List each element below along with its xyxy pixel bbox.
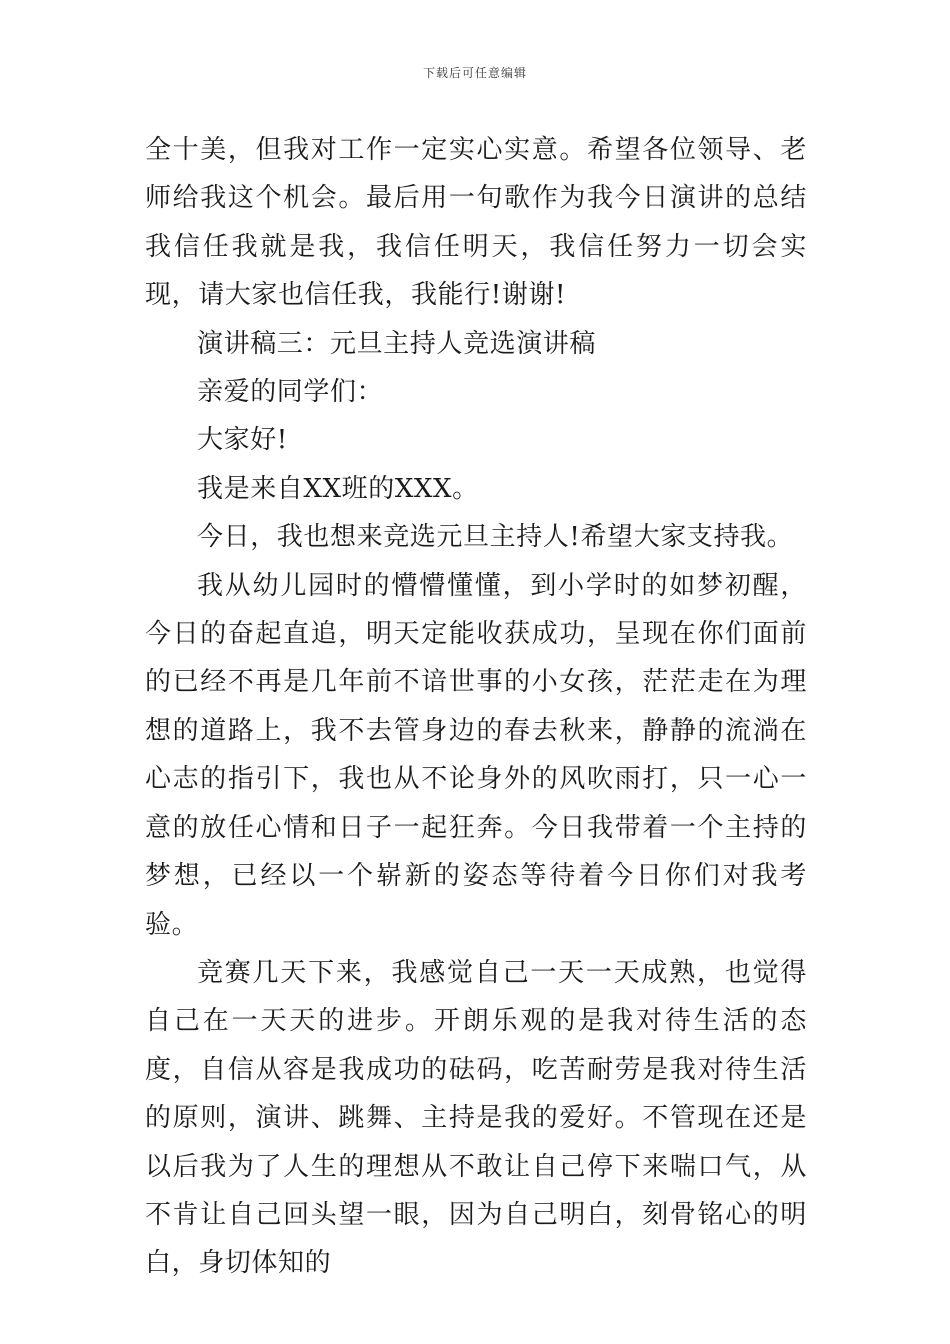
paragraph-intent: 今日，我也想来竞选元旦主持人!希望大家支持我。 bbox=[197, 522, 794, 553]
salutation: 亲爱的同学们： bbox=[197, 377, 384, 408]
paragraph-growth: 我从幼儿园时的懵懵懂懂，到小学时的如梦初醒，今日的奋起直追，明天定能收获成功，呈现在你们面前的已经不再是几年前不谙世事的小女孩，茫茫走在为理想的道路上，我不去管身边的春去秋来，静静的流淌在心志的指引下，我也从不论身外的风吹雨打，只一心一意的放任心情和日子一起狂奔。今日我带着一个主持的梦想，已经以一个崭新的姿态等待着今日你们对我考验。 bbox=[145, 570, 807, 940]
greeting: 大家好! bbox=[197, 425, 288, 456]
document-body bbox=[145, 126, 807, 1288]
paragraph-continuation: 全十美，但我对工作一定实心实意。希望各位领导、老师给我这个机会。最后用一句歌作为我今日演讲的总结我信任我就是我，我信任明天，我信任努力一切会实现，请大家也信任我，我能行!谢谢! bbox=[145, 135, 807, 311]
section-heading: 演讲稿三：元旦主持人竞选演讲稿 bbox=[197, 328, 597, 359]
paragraph-competition: 竞赛几天下来，我感觉自己一天一天成熟，也觉得自己在一天天的进步。开朗乐观的是我对待生活的态度，自信从容是我成功的砝码，吃苦耐劳是我对待生活的原则，演讲、跳舞、主持是我的爱好。不管现在还是以后我为了人生的理想从不敢让自己停下来喘口气，从不肯让自己回头望一眼，因为自己明白，刻骨铭心的明白，身切体知的 bbox=[145, 957, 807, 1279]
page-header-note: 下载后可任意编辑 bbox=[422, 66, 527, 80]
self-introduction: 我是来自XX班的XXX。 bbox=[197, 473, 479, 504]
